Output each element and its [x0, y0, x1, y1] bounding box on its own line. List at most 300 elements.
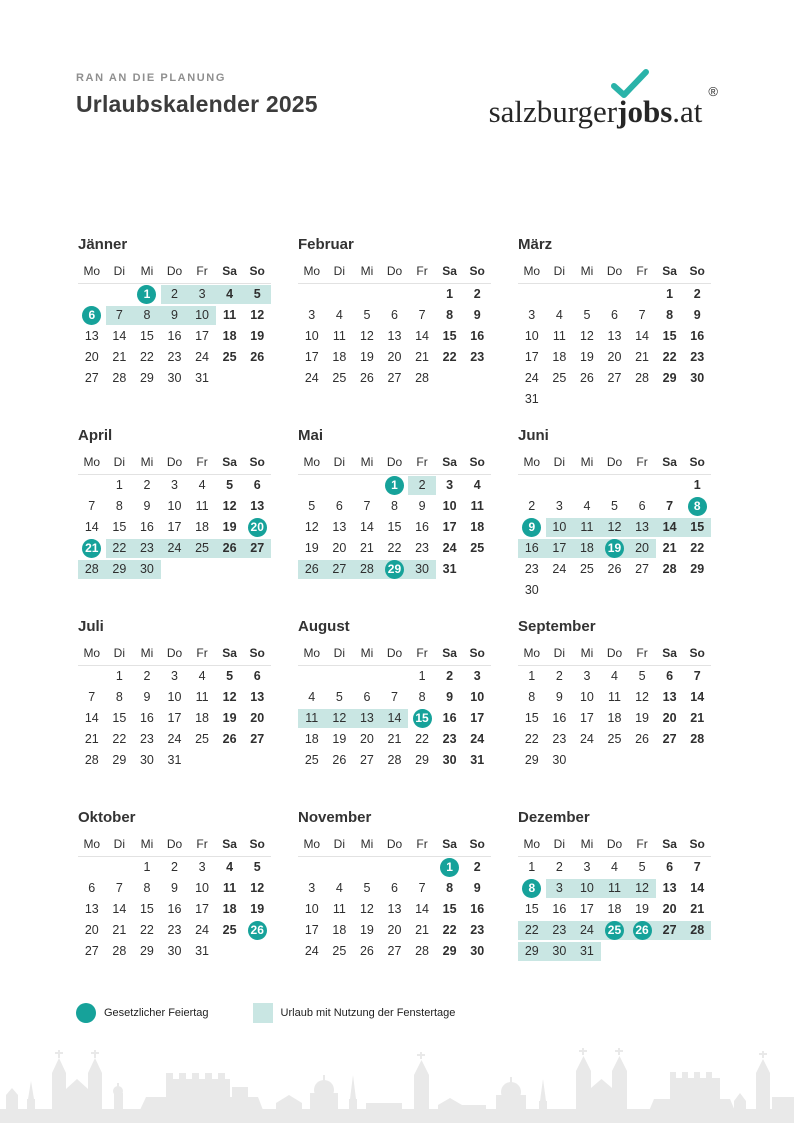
day-cell: 10	[304, 902, 319, 916]
weekday-label: Fr	[196, 837, 208, 851]
day-cell: 19	[359, 923, 374, 937]
empty-cell	[243, 750, 271, 771]
week-row	[518, 559, 711, 580]
empty-cell	[573, 284, 601, 305]
legend-item-holiday	[76, 1003, 209, 1023]
day-cell: 5	[226, 669, 234, 683]
day-cell: 16	[442, 711, 457, 725]
day-cell: 11	[552, 329, 566, 343]
day-cell: 14	[84, 520, 99, 534]
week-row	[518, 708, 711, 729]
day-cell: 3	[473, 669, 481, 683]
week-row	[518, 750, 711, 771]
holiday-circle: 21	[82, 539, 101, 558]
day-cell: 1	[115, 669, 123, 683]
day-cell: 27	[84, 944, 99, 958]
holiday-day	[601, 538, 629, 559]
day-cell: 18	[332, 923, 347, 937]
week-row	[78, 326, 271, 347]
weekday-label: Fr	[196, 264, 208, 278]
vacation-day: 29	[106, 559, 134, 580]
weekday-label: Di	[553, 646, 566, 660]
day-cell: 11	[223, 308, 237, 322]
weekday-label: Fr	[416, 455, 428, 469]
day-cell: 28	[415, 944, 430, 958]
day-cell: 17	[579, 902, 594, 916]
day-cell: 6	[363, 690, 371, 704]
registered-trademark: ®	[708, 84, 718, 99]
day-cell: 26	[635, 732, 650, 746]
empty-cell	[188, 559, 216, 580]
vacation-day: 24	[161, 538, 189, 559]
day-cell: 28	[84, 753, 99, 767]
day-cell: 15	[442, 902, 457, 916]
vacation-day: 7	[106, 305, 134, 326]
day-cell: 10	[579, 690, 594, 704]
month-block	[298, 427, 491, 618]
day-cell: 3	[583, 669, 591, 683]
day-cell: 4	[611, 669, 618, 683]
weekday-label: Mo	[83, 646, 101, 660]
day-cell: 19	[304, 541, 319, 555]
day-cell: 12	[250, 308, 265, 322]
day-cell: 25	[304, 753, 319, 767]
legend-item-vacation	[253, 1003, 456, 1023]
empty-cell	[601, 580, 629, 601]
day-cell: 2	[143, 478, 151, 492]
weekday-label: Mo	[303, 646, 321, 660]
holiday-day	[518, 878, 546, 899]
day-cell: 9	[555, 690, 563, 704]
weekday-label: Mi	[140, 455, 154, 469]
vacation-day: 11	[601, 878, 629, 899]
week-row	[78, 666, 271, 687]
empty-cell	[78, 857, 106, 878]
day-cell: 10	[167, 690, 182, 704]
day-cell: 13	[387, 902, 402, 916]
week-row	[518, 347, 711, 368]
day-cell: 17	[167, 520, 182, 534]
empty-cell	[601, 941, 629, 962]
day-cell: 22	[442, 350, 457, 364]
week-row	[78, 284, 271, 305]
week-row	[298, 326, 491, 347]
day-cell: 19	[332, 732, 347, 746]
day-cell: 3	[308, 881, 316, 895]
day-cell: 4	[198, 669, 206, 683]
day-cell: 29	[690, 562, 705, 576]
day-cell: 20	[387, 350, 402, 364]
empty-cell	[298, 475, 326, 496]
day-cell: 18	[222, 329, 237, 343]
day-cell: 31	[167, 753, 182, 767]
weekday-label: Fr	[636, 455, 648, 469]
day-cell: 29	[139, 371, 154, 385]
day-cell: 15	[387, 520, 402, 534]
logo-part-jobs: jobs	[617, 94, 672, 130]
weekday-header-row	[78, 646, 271, 666]
vacation-day: 30	[133, 559, 161, 580]
day-cell: 24	[195, 350, 210, 364]
month-title: Februar	[298, 236, 354, 253]
day-cell: 10	[195, 881, 210, 895]
day-cell: 21	[359, 541, 374, 555]
day-cell: 7	[693, 669, 701, 683]
week-row	[78, 368, 271, 389]
week-row	[518, 284, 711, 305]
week-row	[298, 368, 491, 389]
day-cell: 22	[139, 350, 154, 364]
empty-cell	[161, 559, 189, 580]
day-cell: 7	[88, 499, 96, 513]
day-cell: 24	[579, 732, 594, 746]
empty-cell	[518, 475, 546, 496]
day-cell: 6	[391, 308, 398, 322]
holiday-circle: 26	[248, 921, 267, 940]
day-cell: 1	[418, 669, 426, 683]
empty-cell	[683, 389, 711, 410]
day-cell: 30	[139, 753, 154, 767]
day-cell: 25	[222, 923, 237, 937]
weekday-label: Fr	[416, 837, 428, 851]
day-cell: 5	[226, 478, 234, 492]
empty-cell	[656, 475, 684, 496]
day-cell: 31	[442, 562, 457, 576]
weekday-label: Mi	[140, 646, 154, 660]
day-cell: 2	[555, 669, 563, 683]
vacation-day: 26	[216, 538, 244, 559]
day-cell: 21	[662, 541, 677, 555]
legend-label-vacation: Urlaub mit Nutzung der Fenstertage	[280, 1007, 456, 1019]
week-row	[298, 538, 491, 559]
day-cell: 5	[363, 308, 371, 322]
day-cell: 5	[363, 881, 371, 895]
day-cell: 12	[579, 329, 594, 343]
calendar-grid	[78, 236, 711, 1000]
day-cell: 15	[524, 902, 539, 916]
day-cell: 4	[226, 860, 234, 874]
check-icon	[610, 69, 650, 99]
day-cell: 10	[470, 690, 485, 704]
week-row	[518, 496, 711, 517]
weekday-label: Sa	[222, 646, 237, 660]
weekday-label: Fr	[636, 264, 648, 278]
day-cell: 7	[391, 690, 398, 704]
day-cell: 8	[418, 690, 426, 704]
empty-cell	[326, 857, 354, 878]
holiday-day	[381, 559, 409, 580]
day-cell: 5	[335, 690, 343, 704]
month-title: April	[78, 427, 113, 444]
weekday-label: Mo	[523, 264, 541, 278]
weekday-label: Mi	[360, 646, 374, 660]
day-cell: 19	[635, 902, 650, 916]
day-cell: 10	[524, 329, 539, 343]
day-cell: 26	[579, 371, 594, 385]
day-cell: 25	[332, 944, 347, 958]
week-row	[298, 729, 491, 750]
day-cell: 22	[387, 541, 402, 555]
day-cell: 16	[690, 329, 705, 343]
empty-cell	[546, 284, 574, 305]
vacation-day: 10	[188, 305, 216, 326]
day-cell: 16	[167, 902, 182, 916]
day-cell: 15	[112, 520, 127, 534]
month-title: Jänner	[78, 236, 128, 253]
day-cell: 29	[662, 371, 677, 385]
month-title: Juli	[78, 618, 104, 635]
empty-cell	[683, 750, 711, 771]
day-cell: 14	[359, 520, 374, 534]
day-cell: 24	[167, 732, 182, 746]
day-cell: 23	[415, 541, 430, 555]
weekday-header-row	[298, 264, 491, 284]
holiday-day	[518, 517, 546, 538]
empty-cell	[656, 389, 684, 410]
day-cell: 20	[359, 732, 374, 746]
day-cell: 21	[84, 732, 99, 746]
day-cell: 4	[611, 860, 618, 874]
week-row	[78, 920, 271, 941]
weekday-label: Di	[553, 455, 566, 469]
day-cell: 2	[143, 669, 151, 683]
day-cell: 31	[195, 944, 210, 958]
day-cell: 13	[250, 499, 265, 513]
day-cell: 6	[666, 669, 674, 683]
day-cell: 12	[359, 329, 374, 343]
day-cell: 4	[473, 478, 481, 492]
weekday-label: So	[469, 837, 485, 851]
day-cell: 13	[662, 881, 677, 895]
weekday-label: Mi	[580, 455, 594, 469]
empty-cell	[381, 284, 409, 305]
day-cell: 17	[195, 902, 210, 916]
vacation-day: 5	[243, 284, 271, 305]
day-cell: 21	[112, 923, 127, 937]
vacation-day: 13	[628, 517, 656, 538]
holiday-circle: 29	[385, 560, 404, 579]
day-cell: 18	[607, 711, 622, 725]
day-cell: 28	[690, 732, 705, 746]
vacation-day: 13	[353, 708, 381, 729]
week-row	[78, 496, 271, 517]
holiday-day	[133, 284, 161, 305]
day-cell: 31	[470, 753, 485, 767]
day-cell: 24	[304, 944, 319, 958]
day-cell: 19	[579, 350, 594, 364]
day-cell: 29	[112, 753, 127, 767]
empty-cell	[216, 750, 244, 771]
holiday-day	[683, 496, 711, 517]
empty-cell	[188, 750, 216, 771]
empty-cell	[326, 284, 354, 305]
weekday-label: Mi	[360, 264, 374, 278]
weekday-label: Di	[553, 837, 566, 851]
vacation-day: 25	[188, 538, 216, 559]
day-cell: 12	[304, 520, 319, 534]
empty-cell	[243, 368, 271, 389]
day-cell: 30	[167, 944, 182, 958]
day-cell: 28	[387, 753, 402, 767]
empty-cell	[463, 559, 491, 580]
vacation-day: 8	[133, 305, 161, 326]
empty-cell	[353, 857, 381, 878]
weekday-label: Mi	[580, 646, 594, 660]
empty-cell	[628, 475, 656, 496]
vacation-day: 26	[298, 559, 326, 580]
day-cell: 3	[446, 478, 454, 492]
day-cell: 23	[470, 923, 485, 937]
weekday-label: Di	[333, 646, 346, 660]
weekday-label: Sa	[662, 837, 677, 851]
week-row	[518, 389, 711, 410]
week-row	[298, 666, 491, 687]
holiday-circle: 8	[688, 497, 707, 516]
holiday-circle: 6	[82, 306, 101, 325]
day-cell: 29	[524, 753, 539, 767]
empty-cell	[656, 941, 684, 962]
header-kicker: RAN AN DIE PLANUNG	[76, 72, 227, 84]
vacation-day: 24	[573, 920, 601, 941]
month-block	[78, 809, 271, 1000]
week-row	[78, 687, 271, 708]
vacation-day: 10	[546, 517, 574, 538]
vacation-day: 16	[518, 538, 546, 559]
day-cell: 14	[415, 329, 430, 343]
day-cell: 14	[690, 690, 705, 704]
day-cell: 24	[470, 732, 485, 746]
day-cell: 18	[470, 520, 485, 534]
salzburgerjobs-logo	[489, 84, 718, 130]
weekday-label: Di	[553, 264, 566, 278]
holiday-circle: 19	[605, 539, 624, 558]
day-cell: 17	[470, 711, 485, 725]
weekday-label: Sa	[222, 837, 237, 851]
weekday-label: So	[249, 264, 265, 278]
day-cell: 4	[308, 690, 316, 704]
day-cell: 13	[332, 520, 347, 534]
weekday-label: Mo	[83, 455, 101, 469]
weekday-label: Do	[386, 646, 403, 660]
day-cell: 12	[222, 499, 237, 513]
day-cell: 8	[143, 881, 151, 895]
month-title: September	[518, 618, 596, 635]
day-cell: 10	[304, 329, 319, 343]
day-cell: 28	[662, 562, 677, 576]
empty-cell	[601, 750, 629, 771]
empty-cell	[601, 389, 629, 410]
week-row	[518, 580, 711, 601]
weekday-label: Sa	[222, 455, 237, 469]
day-cell: 4	[583, 499, 591, 513]
day-cell: 11	[332, 329, 346, 343]
empty-cell	[683, 580, 711, 601]
day-cell: 1	[666, 287, 674, 301]
day-cell: 14	[690, 881, 705, 895]
weekday-label: So	[249, 837, 265, 851]
day-cell: 29	[442, 944, 457, 958]
empty-cell	[601, 284, 629, 305]
vacation-day: 11	[573, 517, 601, 538]
day-cell: 26	[332, 753, 347, 767]
weekday-label: Do	[166, 455, 183, 469]
day-cell: 21	[112, 350, 127, 364]
holiday-circle: 25	[605, 921, 624, 940]
empty-cell	[216, 559, 244, 580]
day-cell: 2	[473, 287, 481, 301]
day-cell: 11	[223, 881, 237, 895]
weekday-header-row	[518, 837, 711, 857]
day-cell: 8	[391, 499, 398, 513]
vacation-day: 30	[546, 941, 574, 962]
empty-cell	[353, 475, 381, 496]
weekday-label: Mi	[140, 837, 154, 851]
vacation-day: 17	[546, 538, 574, 559]
day-cell: 20	[387, 923, 402, 937]
day-cell: 25	[195, 732, 210, 746]
day-cell: 18	[222, 902, 237, 916]
day-cell: 27	[607, 371, 622, 385]
day-cell: 5	[638, 669, 646, 683]
day-cell: 17	[442, 520, 457, 534]
day-cell: 27	[359, 753, 374, 767]
empty-cell	[216, 941, 244, 962]
month-block	[298, 809, 491, 1000]
weekday-label: Mi	[140, 264, 154, 278]
empty-cell	[573, 475, 601, 496]
day-cell: 20	[332, 541, 347, 555]
day-cell: 9	[171, 881, 178, 895]
weekday-label: Mi	[360, 837, 374, 851]
empty-cell	[408, 857, 436, 878]
day-cell: 12	[222, 690, 237, 704]
day-cell: 24	[524, 371, 539, 385]
day-cell: 9	[418, 499, 426, 513]
day-cell: 25	[607, 732, 622, 746]
day-cell: 24	[304, 371, 319, 385]
empty-cell	[573, 389, 601, 410]
empty-cell	[326, 475, 354, 496]
vacation-day: 27	[656, 920, 684, 941]
weekday-label: Fr	[196, 646, 208, 660]
month-block	[78, 427, 271, 618]
vacation-day: 27	[243, 538, 271, 559]
month-title: Mai	[298, 427, 324, 444]
day-cell: 6	[253, 478, 261, 492]
day-cell: 28	[635, 371, 650, 385]
day-cell: 7	[363, 499, 371, 513]
vacation-day: 14	[656, 517, 684, 538]
day-cell: 20	[662, 711, 677, 725]
day-cell: 10	[167, 499, 182, 513]
weekday-label: Do	[386, 837, 403, 851]
vacation-day: 9	[161, 305, 189, 326]
week-row	[298, 708, 491, 729]
day-cell: 23	[552, 732, 567, 746]
vacation-day: 12	[628, 878, 656, 899]
day-cell: 23	[524, 562, 539, 576]
empty-cell	[326, 666, 354, 687]
weekday-label: Fr	[416, 646, 428, 660]
empty-cell	[628, 580, 656, 601]
day-cell: 3	[171, 669, 178, 683]
day-cell: 5	[611, 499, 618, 513]
weekday-label: Mi	[580, 837, 594, 851]
day-cell: 11	[608, 690, 621, 704]
day-cell: 15	[442, 329, 457, 343]
day-cell: 7	[666, 499, 674, 513]
holiday-day	[601, 920, 629, 941]
